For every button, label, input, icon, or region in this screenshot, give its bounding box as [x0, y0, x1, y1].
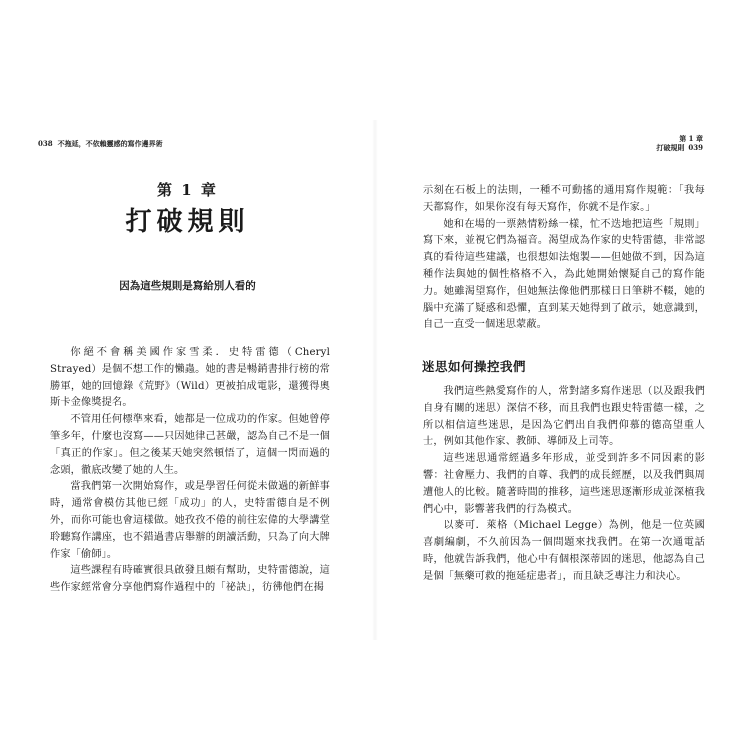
paragraph: 我們這些熱愛寫作的人，常對諸多寫作迷思（以及跟我們自身有關的迷思）深信不移，而且我們也跟史特雷德一樣，之所以相信這些迷思，是因為它們出自我們仰慕的德高望重人士，例如其他作家、教師、導師及上司等。: [423, 386, 705, 448]
right-running-head-chapter: 第 1 章: [679, 134, 703, 143]
paragraph: 她和在場的一票熱情粉絲一樣，忙不迭地把這些「規則」寫下來，並視它們為福音。渴望成為作家的史特雷德，非常認真的看待這些建議，也很想如法炮製——但她做不到，因為這種作法與她的個性格格不入，為此她開始懷疑自己的寫作能力。她雖渴望寫作，但她無法像他們那樣日日筆耕不輟，她的腦中充滿了疑惑和恐懼，直到某天她得到了啟示，她意識到，自己一直受一個迷思蒙蔽。: [423, 218, 705, 331]
right-page-number: 039: [688, 143, 703, 152]
chapter-title: 打破規則: [125, 207, 250, 237]
left-page-number: 038: [38, 139, 53, 148]
paragraph: 示刻在石板上的法則，一種不可動搖的通用寫作規範：「我每天都寫作，如果你沒有每天寫作，你就不是作家。」: [423, 185, 705, 213]
paragraph: 不管用任何標準來看，她都是一位成功的作家。但她曾停筆多年，什麼也沒寫——只因她律己甚嚴，認為自己不是一個「真正的作家」。但之後某天她突然頓悟了，這個一閃而過的念頭，徹底改變了她的人生。: [50, 414, 330, 476]
left-body-text: [50, 345, 330, 597]
paragraph: 以麥可．萊格（Michael Legge）為例，他是一位英國喜劇編劇，不久前因為一個問題來找我們。在第一次通電話時，他就告訴我們，他心中有個根深蒂固的迷思，他認為自己是個「無藥可救的拖延症患者」，而且缺乏專注力和決心。: [423, 520, 705, 582]
section-heading: 迷思如何操控我們: [422, 359, 527, 374]
right-body-text-top: [423, 183, 705, 334]
right-running-head-title: 打破規則: [656, 143, 685, 152]
right-running-head: [656, 134, 703, 152]
left-running-head-title: 不拖延，不依賴靈感的寫作邊界術: [57, 139, 163, 148]
paragraph: 當我們第一次開始寫作，或是學習任何從未做過的新鮮事時，通常會模仿其他已經「成功」的人，史特雷德自是不例外，而你可能也會這樣做。她孜孜不倦的前往宏偉的大學講堂聆聽寫作講座，也不錯過書店舉辦的朗讀活動，只為了向大牌作家「偷師」。: [50, 481, 330, 560]
paragraph: 你絕不會稱美國作家雪柔．史特雷德（Cheryl Strayed）是個不想工作的懶蟲。她的書是暢銷書排行榜的常勝軍，她的回憶錄《荒野》（Wild）更被拍成電影，還獲得奧斯卡金像獎提名。: [50, 347, 330, 409]
right-body-text-bottom: [423, 384, 705, 586]
chapter-subtitle: 因為這些規則是寫給別人看的: [119, 280, 256, 292]
chapter-number: 第 1 章: [157, 181, 218, 199]
paragraph: 這些迷思通常經過多年形成，並受到許多不同因素的影響：社會壓力、我們的自尊、我們的成長經歷，以及我們與周遭他人的比較。隨著時間的推移，這些迷思逐漸形成並深植我們心中，影響著我們的行為模式。: [423, 453, 705, 515]
right-page: [375, 0, 750, 750]
left-running-head: [38, 139, 163, 149]
paragraph: 這些課程有時確實很具啟發且頗有幫助，史特雷德說，這些作家經常會分享他們寫作過程中的「祕訣」，彷彿他們在揭: [50, 565, 330, 594]
